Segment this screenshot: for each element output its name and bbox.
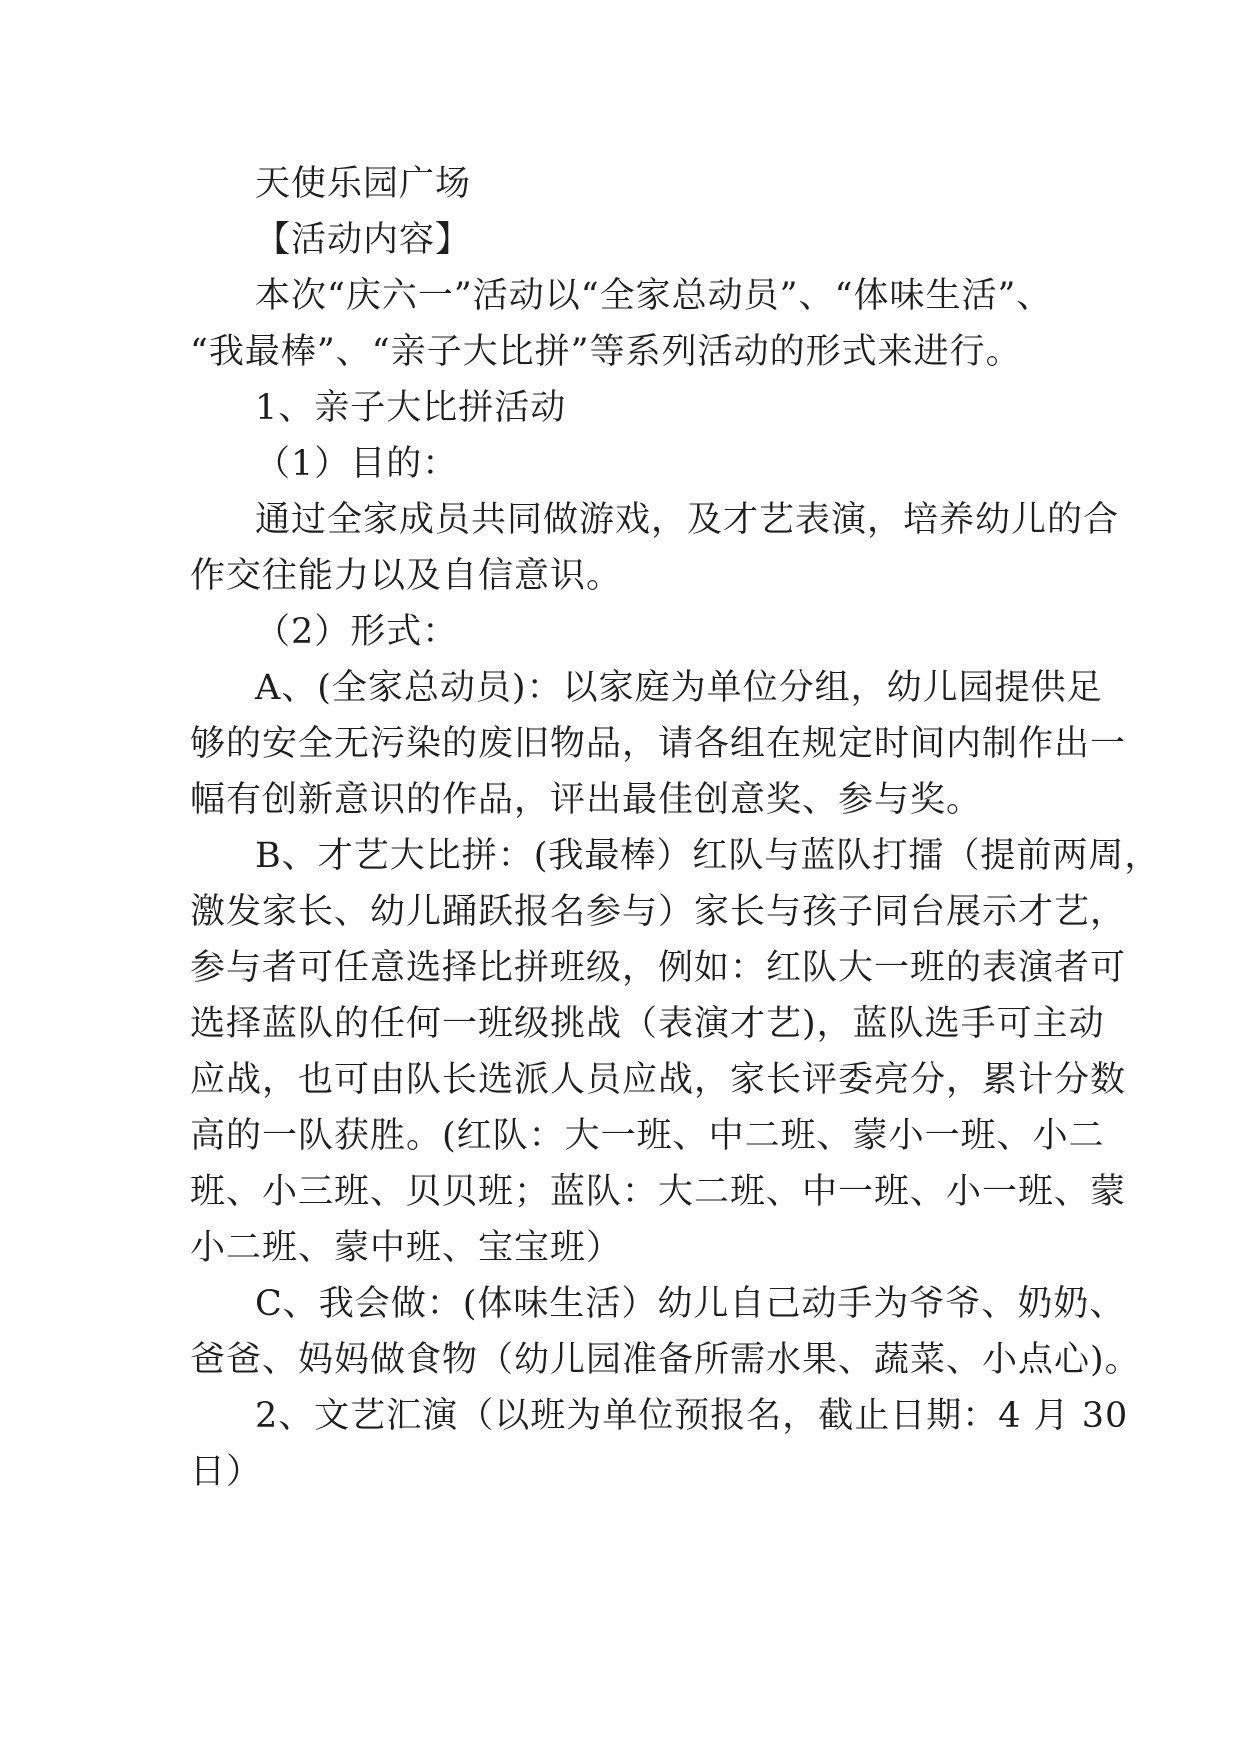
paragraph-line: B、才艺大比拼：(我最棒）红队与蓝队打擂（提前两周， (255, 836, 1161, 876)
paragraph-line: 爸爸、妈妈做食物（幼儿园准备所需水果、蔬菜、小点心)。 (190, 1340, 1141, 1380)
paragraph-line: 作交往能力以及自信意识。 (190, 556, 623, 596)
subheading-purpose: （1）目的： (255, 444, 459, 484)
paragraph-line: 本次“庆六一”活动以“全家总动员”、“体味生活”、 (255, 276, 1053, 316)
paragraph-line: 通过全家成员共同做游戏，及才艺表演，培养幼儿的合 (255, 500, 1120, 540)
paragraph-line: A、(全家总动员)：以家庭为单位分组，幼儿园提供足 (255, 668, 1103, 708)
paragraph-line: 够的安全无污染的废旧物品，请各组在规定时间内制作出一 (190, 724, 1127, 764)
paragraph-line: 小二班、蒙中班、宝宝班） (190, 1228, 623, 1268)
item-heading-art-performance: 2、文艺汇演（以班为单位预报名，截止日期：4 月 30 (255, 1396, 1129, 1436)
paragraph-line: C、我会做：(体味生活）幼儿自己动手为爷爷、奶奶、 (255, 1284, 1126, 1324)
paragraph-line: 参与者可任意选择比拼班级，例如：红队大一班的表演者可 (190, 948, 1127, 988)
paragraph-line: 激发家长、幼儿踊跃报名参与）家长与孩子同台展示才艺， (190, 892, 1127, 932)
paragraph-line: “我最棒”、“亲子大比拼”等系列活动的形式来进行。 (190, 332, 1022, 372)
subheading-format: （2）形式： (255, 612, 459, 652)
paragraph-line: 班、小三班、贝贝班；蓝队：大二班、中一班、小一班、蒙 (190, 1172, 1127, 1212)
venue-line: 天使乐园广场 (255, 164, 472, 204)
paragraph-line: 高的一队获胜。(红队：大一班、中二班、蒙小一班、小二 (190, 1116, 1105, 1156)
item-heading-parent-child-contest: 1、亲子大比拼活动 (255, 388, 567, 428)
paragraph-line: 选择蓝队的任何一班级挑战（表演才艺)，蓝队选手可主动 (190, 1004, 1105, 1044)
paragraph-line: 日） (190, 1452, 263, 1492)
section-heading-activity-content: 【活动内容】 (255, 220, 472, 260)
paragraph-line: 应战，也可由队长选派人员应战，家长评委亮分，累计分数 (190, 1060, 1127, 1100)
paragraph-line: 幅有创新意识的作品，评出最佳创意奖、参与奖。 (190, 780, 983, 820)
